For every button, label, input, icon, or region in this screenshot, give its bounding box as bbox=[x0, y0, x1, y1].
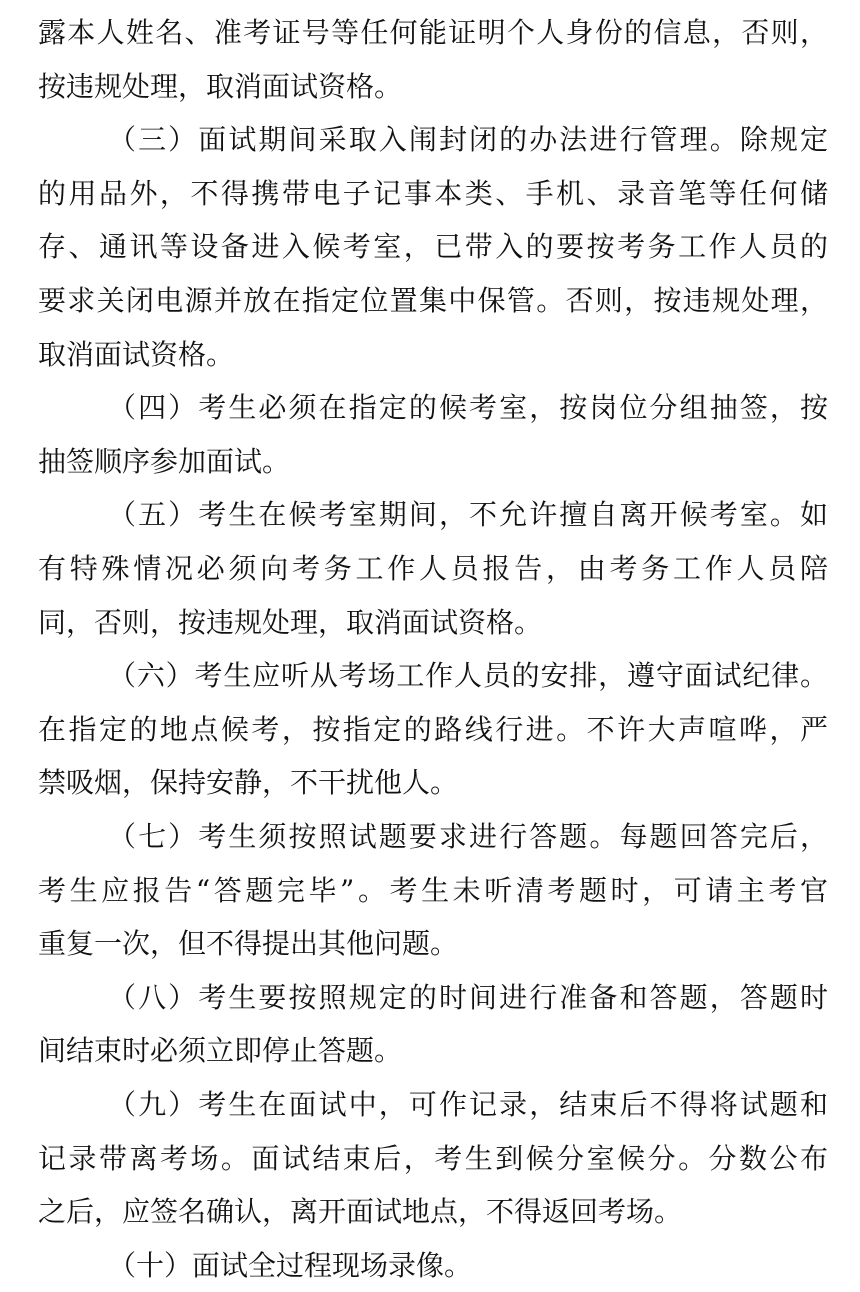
text-line: 同，否则，按违规处理，取消面试资格。 bbox=[38, 605, 543, 639]
text-line: 在指定的地点候考，按指定的路线行进。不许大声喧哗，严 bbox=[38, 712, 828, 746]
text-line: 的用品外，不得携带电子记事本类、手机、录音笔等任何储 bbox=[38, 176, 828, 210]
text-line: 记录带离考场。面试结束后，考生到候分室候分。分数公布 bbox=[38, 1141, 828, 1175]
text-line: （五）考生在候考室期间，不允许擅自离开候考室。如 bbox=[108, 498, 828, 532]
text-line: （六）考生应听从考场工作人员的安排，遵守面试纪律。 bbox=[108, 659, 828, 693]
text-line: 取消面试资格。 bbox=[38, 337, 235, 371]
text-line: 抽签顺序参加面试。 bbox=[38, 444, 291, 478]
text-line: 露本人姓名、准考证号等任何能证明个人身份的信息，否则， bbox=[38, 16, 828, 49]
text-line: 间结束时必须立即停止答题。 bbox=[38, 1034, 403, 1068]
text-line: （三）面试期间采取入闱封闭的办法进行管理。除规定 bbox=[108, 123, 828, 157]
text-line: 要求关闭电源并放在指定位置集中保管。否则，按违规处理， bbox=[38, 284, 828, 317]
text-line: （九）考生在面试中，可作记录，结束后不得将试题和 bbox=[108, 1088, 828, 1121]
text-line: 禁吸烟，保持安静，不干扰他人。 bbox=[38, 766, 459, 800]
text-line: （四）考生必须在指定的候考室，按岗位分组抽签，按 bbox=[108, 391, 828, 425]
text-line: 有特殊情况必须向考务工作人员报告，由考务工作人员陪 bbox=[38, 552, 828, 585]
text-line: （十）面试全过程现场录像。 bbox=[108, 1248, 473, 1282]
text-line: （八）考生要按照规定的时间进行准备和答题，答题时 bbox=[108, 980, 828, 1014]
text-line: 重复一次，但不得提出其他问题。 bbox=[38, 927, 459, 961]
text-line: 考生应报告“答题完毕”。考生未听清考题时，可请主考官 bbox=[38, 873, 828, 907]
text-line: 之后，应签名确认，离开面试地点，不得返回考场。 bbox=[38, 1195, 683, 1229]
text-line: 存、通讯等设备进入候考室，已带入的要按考务工作人员的 bbox=[38, 230, 828, 264]
text-line: 按违规处理，取消面试资格。 bbox=[38, 69, 403, 103]
text-line: （七）考生须按照试题要求进行答题。每题回答完后， bbox=[108, 820, 828, 853]
